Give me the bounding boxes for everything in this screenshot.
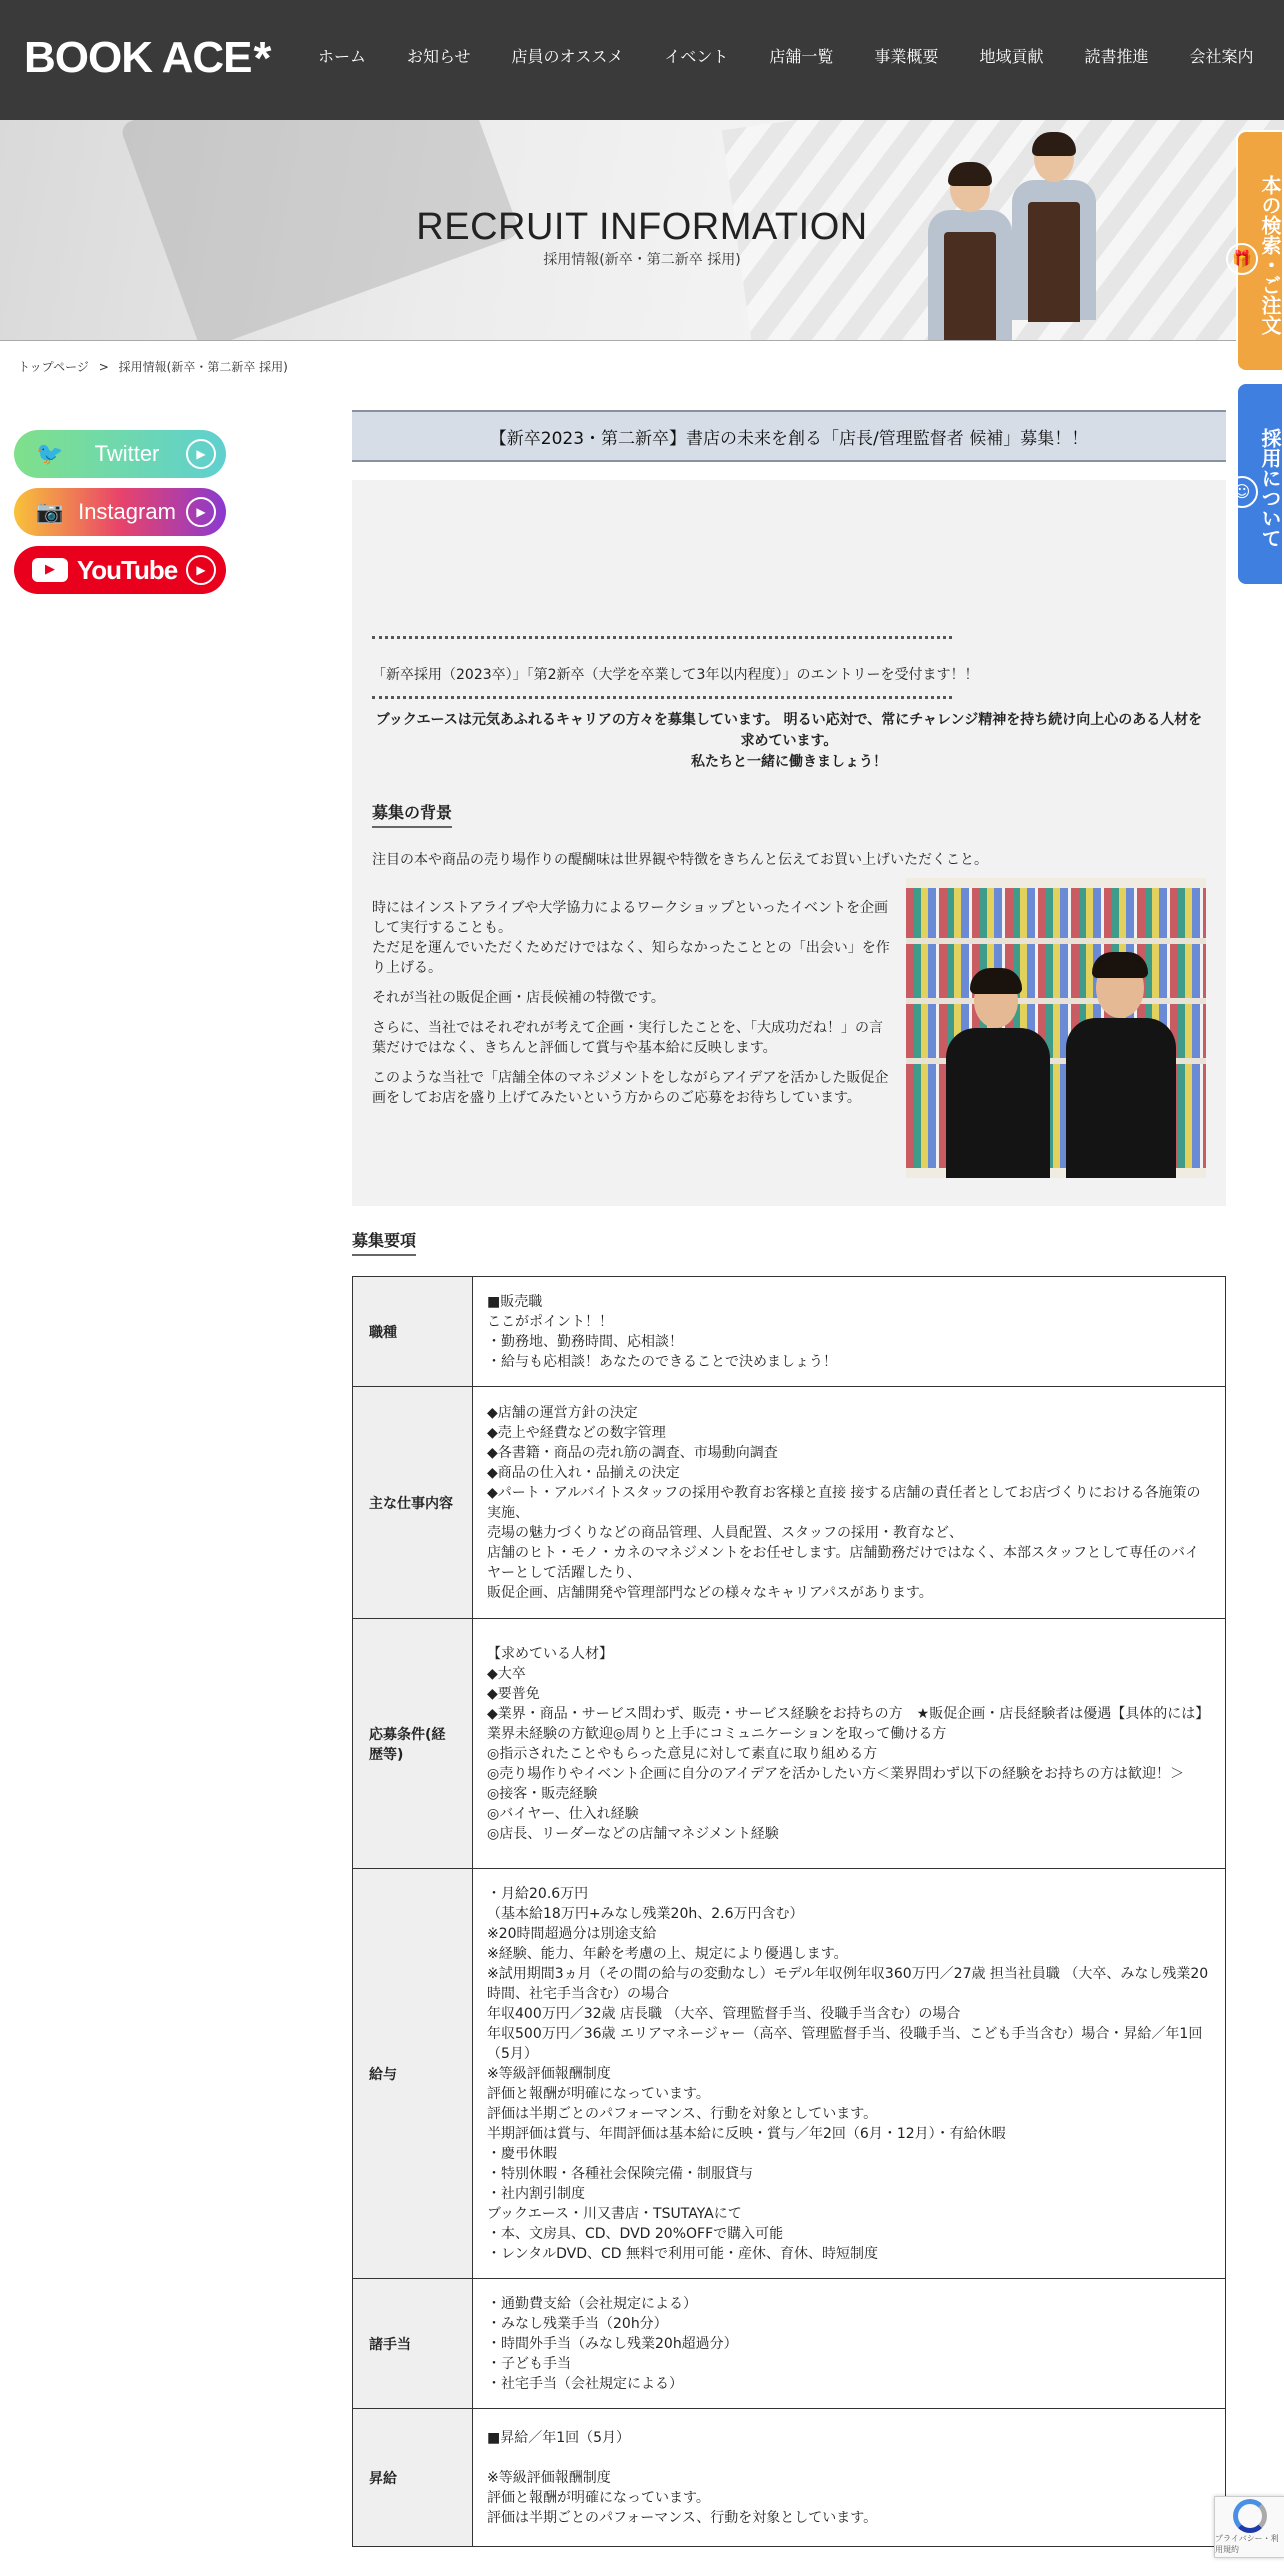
row-key: 諸手当 [353, 2279, 473, 2409]
twitter-label: Twitter [94, 441, 160, 466]
value-line: ◎店長、リーダーなどの店舗マネジメント経験 [487, 1825, 779, 1842]
table-row [353, 2409, 1226, 2547]
table-row [353, 1869, 1226, 2279]
staff-photo [906, 878, 1206, 1178]
table-row [353, 1387, 1226, 1619]
value-line: ◆商品の仕入れ・品揃えの決定 [487, 1464, 680, 1481]
value-line: 年収500万円／36歳 エリアマネージャー（高卒、管理監督手当、役職手当、こども手当含む）場合・昇給／年1回（5月） [487, 2025, 1203, 2062]
hero-subtitle: 採用情報(新卒・第二新卒 採用) [543, 252, 741, 268]
row-value [473, 1387, 1226, 1619]
value-line: 売場の魅力づくりなどの商品管理、人員配置、スタッフの採用・教育など、 [487, 1524, 963, 1541]
background-paragraph-3: ただ足を運んでいただくためだけではなく、知らなかったこととの「出会い」を作り上げる。 [372, 940, 890, 976]
value-line: （基本給18万円+みなし残業20h、2.6万円含む） [487, 1905, 804, 1922]
gift-icon: 🎁 [1226, 243, 1258, 275]
job-title: 【新卒2023・第二新卒】書店の未来を創る「店長/管理監督者 候補」募集！！ [352, 410, 1226, 462]
nav-home[interactable]: ホーム [318, 46, 367, 66]
value-line: ・勤務地、勤務時間、応相談！ [487, 1333, 683, 1350]
value-line: ◆パート・アルバイトスタッフの採用や教育お客様と直接 接する店舗の責任者としてお店づくりにおける各施策の実施、 [487, 1484, 1201, 1521]
value-line: 店舗のヒト・モノ・カネのマネジメントをお任せします。店舗勤務だけではなく、本部スタッフとして専任のバイヤーとして活躍したり、 [487, 1544, 1200, 1581]
instagram-button[interactable] [14, 488, 226, 536]
hero-title: RECRUIT INFORMATION [416, 206, 868, 248]
site-logo[interactable] [24, 30, 270, 86]
value-line: ※20時間超過分は別途支給 [487, 1925, 657, 1942]
value-line: ・特別休暇・各種社会保険完備・制服貸与 [487, 2165, 753, 2182]
nav-community[interactable]: 地域貢献 [979, 46, 1044, 66]
row-value [473, 2409, 1226, 2547]
value-line: 評価と報酬が明確になっています。 [487, 2489, 710, 2506]
youtube-button[interactable] [14, 546, 226, 594]
youtube-play-icon: ▶ [32, 558, 68, 582]
value-line: ■販売職 [487, 1293, 543, 1310]
bird-icon: 🐦 [36, 441, 64, 467]
value-line: ・本、文房具、CD、DVD 20%OFFで購入可能 [487, 2225, 784, 2242]
recaptcha-icon [1233, 2499, 1267, 2533]
value-line: ◆各書籍・商品の売れ筋の調査、市場動向調査 [487, 1444, 778, 1461]
table-row [353, 2279, 1226, 2409]
hero-banner [0, 120, 1284, 341]
value-line: ブックエース・川又書店・TSUTAYAにて [487, 2205, 742, 2222]
value-line: ◆売上や経費などの数字管理 [487, 1424, 666, 1441]
value-line: ◎接客・販売経験 [487, 1785, 598, 1802]
value-line: ・社内割引制度 [487, 2185, 585, 2202]
instagram-label: Instagram [78, 499, 176, 524]
background-paragraph-1: 注目の本や商品の売り場作りの醍醐味は世界観や特徴をきちんと伝えてお買い上げいただくこと。 [372, 852, 988, 868]
row-key: 応募条件(経歴等) [353, 1619, 473, 1869]
row-key: 主な仕事内容 [353, 1387, 473, 1619]
value-line: ◆店舗の運営方針の決定 [487, 1404, 638, 1421]
nav-reading[interactable]: 読書推進 [1084, 46, 1149, 66]
value-line: ・みなし残業手当（20h分） [487, 2315, 668, 2332]
book-search-tab[interactable] [1232, 130, 1284, 372]
nav-business[interactable]: 事業概要 [874, 46, 939, 66]
book-search-label: 本の検索・ご注文 [1258, 175, 1282, 335]
recaptcha-terms[interactable]: プライバシー・利用規約 [1215, 2534, 1279, 2554]
nav-news[interactable]: お知らせ [407, 46, 471, 66]
breadcrumb-current: 採用情報(新卒・第二新卒 採用) [118, 360, 288, 374]
value-line: ※等級評価報酬制度 [487, 2469, 611, 2486]
breadcrumb-home[interactable]: トップページ [18, 360, 89, 374]
value-line: ◆業界・商品・サービス問わず、販売・サービス経験をお持ちの方 ★販促企画・店長経験者は優遇【具体的には】 [487, 1705, 1210, 1722]
value-line: 評価は半期ごとのパフォーマンス、行動を対象としています。 [487, 2105, 878, 2122]
background-paragraph-6: このような当社で「店舗全体のマネジメントをしながらアイデアを活かした販促企画をしてお店を盛り上げてみたいという方からのご応募をお待ちしています。 [372, 1070, 889, 1106]
background-paragraph-2: 時にはインストアライブや大学協力によるワークショップといったイベントを企画して実行することも。 [372, 900, 889, 936]
dotted-divider-top [372, 636, 952, 639]
value-line: ・慶弔休暇 [487, 2145, 557, 2162]
requirements-heading: 募集要項 [352, 1228, 416, 1256]
nav-events[interactable]: イベント [664, 46, 729, 66]
nav-staff-picks[interactable]: 店員のオススメ [511, 46, 624, 66]
value-line: 半期評価は賞与、年間評価は基本給に反映・賞与／年2回（6月・12月）・有給休暇 [487, 2125, 1006, 2142]
catchphrase-line2: 私たちと一緒に働きましょう！ [691, 754, 887, 770]
value-line: ・時間外手当（みなし残業20h超過分） [487, 2335, 738, 2352]
logo-star: * [253, 32, 271, 84]
value-line: 業界未経験の方歓迎◎周りと上手にコミュニケーションを取って働ける方 [487, 1725, 947, 1742]
dotted-divider-bottom [372, 696, 952, 699]
value-line: ・給与も応相談！あなたのできることで決めましょう！ [487, 1353, 837, 1370]
youtube-label: YouTube [76, 554, 178, 585]
value-line: ◆要普免 [487, 1685, 540, 1702]
intro-box [352, 480, 1226, 1206]
background-heading: 募集の背景 [372, 800, 452, 828]
row-key: 職種 [353, 1277, 473, 1387]
requirements-table [352, 1276, 1226, 2547]
row-value [473, 1619, 1226, 1869]
site-header [0, 0, 1284, 120]
nav-company[interactable]: 会社案内 [1189, 46, 1254, 66]
background-paragraph-4: それが当社の販促企画・店長候補の特徴です。 [372, 990, 665, 1006]
catchphrase [372, 710, 1206, 773]
row-value [473, 1277, 1226, 1387]
table-row [353, 1619, 1226, 1869]
camera-icon: 📷 [36, 499, 64, 525]
catchphrase-line1: ブックエースは元気あふれるキャリアの方々を募集しています。 明るい応対で、常にチャレンジ精神を持ち続け向上心のある人材を求めています。 [375, 712, 1203, 749]
value-line: ◎売り場作りやイベント企画に自分のアイデアを活かしたい方＜業界問わず以下の経験をお持ちの方は歓迎！＞ [487, 1765, 1184, 1782]
value-line: ・社宅手当（会社規定による） [487, 2375, 683, 2392]
value-line: ・子ども手当 [487, 2355, 571, 2372]
row-value [473, 1869, 1226, 2279]
breadcrumb [18, 358, 294, 375]
play-arrow-icon: ▶ [186, 555, 216, 585]
value-line: ◎バイヤー、仕入れ経験 [487, 1805, 639, 1822]
value-line: ・通勤費支給（会社規定による） [487, 2295, 697, 2312]
value-line: ※経験、能力、年齢を考慮の上、規定により優遇します。 [487, 1945, 848, 1962]
value-line: ※試用期間3ヵ月（その間の給与の変動なし）モデル年収例年収360万円／27歳 担当社員職 （大卒、みなし残業20時間、社宅手当含む）の場合 [487, 1965, 1209, 2002]
main-content [352, 410, 1226, 2547]
value-line: 評価は半期ごとのパフォーマンス、行動を対象としています。 [487, 2509, 878, 2526]
row-key: 昇給 [353, 2409, 473, 2547]
row-value [473, 2279, 1226, 2409]
recruit-tab[interactable] [1233, 382, 1284, 586]
table-row [353, 1277, 1226, 1387]
nav-stores[interactable]: 店舗一覧 [769, 46, 834, 66]
recaptcha-badge[interactable] [1214, 2496, 1284, 2558]
logo-text: BOOK ACE [24, 33, 252, 82]
entry-notice: 「新卒採用（2023卒）」「第2新卒（大学を卒業して3年以内程度）」のエントリーを受付ます！！ [372, 667, 979, 683]
value-line: ・月給20.6万円 [487, 1885, 589, 1902]
value-line: ここがポイント！！ [487, 1313, 613, 1330]
value-line: 【求めている人材】 [487, 1645, 613, 1662]
row-key: 給与 [353, 1869, 473, 2279]
value-line: 評価と報酬が明確になっています。 [487, 2085, 710, 2102]
twitter-button[interactable] [14, 430, 226, 478]
value-line: 販促企画、店舗開発や管理部門などの様々なキャリアパスがあります。 [487, 1584, 933, 1601]
global-nav [318, 0, 1253, 110]
value-line: ◆大卒 [487, 1665, 526, 1682]
value-line: ※等級評価報酬制度 [487, 2065, 611, 2082]
value-line: 年収400万円／32歳 店長職 （大卒、管理監督手当、役職手当含む）の場合 [487, 2005, 961, 2022]
smiley-icon: ☺ [1226, 476, 1258, 508]
value-line: ・レンタルDVD、CD 無料で利用可能・産休、育休、時短制度 [487, 2245, 878, 2262]
play-arrow-icon: ▶ [186, 497, 216, 527]
play-arrow-icon: ▶ [186, 439, 216, 469]
background-paragraph-5: さらに、当社ではそれぞれが考えて企画・実行したことを、「大成功だね！」の言葉だけではなく、きちんと評価して賞与や基本給に反映します。 [372, 1020, 883, 1056]
value-line [487, 2448, 1211, 2468]
value-line: ■昇給／年1回（5月） [487, 2429, 631, 2446]
recruit-tab-label: 採用について [1258, 428, 1282, 548]
breadcrumb-separator: > [98, 360, 109, 374]
value-line: ◎指示されたことやもらった意見に対して素直に取り組める方 [487, 1745, 878, 1762]
